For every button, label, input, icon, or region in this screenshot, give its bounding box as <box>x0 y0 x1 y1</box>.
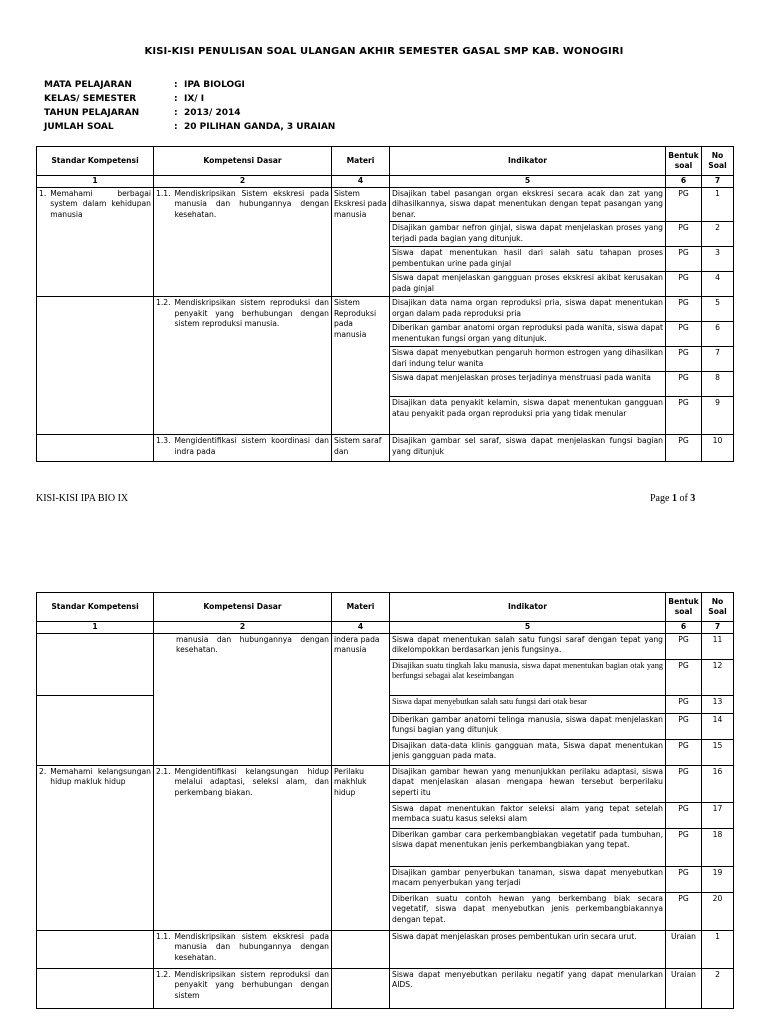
no-cell: 9 <box>702 397 734 435</box>
bentuk-cell: PG <box>666 372 702 397</box>
table-header-row <box>37 147 734 176</box>
no-cell: 4 <box>702 272 734 297</box>
column-number-row <box>37 176 734 188</box>
meta-label: KELAS/ SEMESTER <box>44 94 137 104</box>
indikator-cell: Siswa dapat menyebutkan salah satu fungsi dari otak besar <box>390 695 666 713</box>
no-cell: 15 <box>702 739 734 765</box>
sk-cell <box>37 187 154 222</box>
header-materi: Materi <box>332 147 390 176</box>
kd-text: Mengidentifikasi kelangsungan hidup melalui adaptasi, seleksi alam, dan perkembang biakan. <box>174 766 329 797</box>
column-number: 7 <box>702 622 734 634</box>
indikator-cell: Siswa dapat menjelaskan proses terjadinya menstruasi pada wanita <box>390 372 666 397</box>
header-materi: Materi <box>332 593 390 622</box>
no-cell: 2 <box>702 968 734 1008</box>
footer-page-number <box>650 493 695 504</box>
column-number: 5 <box>390 622 666 634</box>
kd-number: 1.1. <box>156 931 171 941</box>
no-cell: 6 <box>702 322 734 347</box>
sk-cell-empty <box>37 930 154 968</box>
no-cell: 12 <box>702 659 734 695</box>
table-header-row <box>37 593 734 622</box>
indikator-cell: Siswa dapat menentukan hasil dari salah satu tahapan proses pembentukan urine pada ginjal <box>390 247 666 272</box>
bentuk-cell: PG <box>666 659 702 695</box>
header-no: No Soal <box>702 147 734 176</box>
meta-row-count <box>44 120 335 134</box>
meta-colon: : <box>174 122 178 132</box>
indikator-cell: Disajikan suatu tingkah laku manusia, siswa dapat menentukan bagian otak yang berfungsi sebagai alat keseimbangan <box>390 659 666 695</box>
kd-text: Mendiskripsikan sistem reproduksi dan penyakit yang berhubungan dengan sistem <box>174 969 329 1000</box>
bentuk-cell: PG <box>666 802 702 828</box>
no-cell: 1 <box>702 930 734 968</box>
bentuk-cell: PG <box>666 713 702 739</box>
column-number-row <box>37 622 734 634</box>
kd-text: Mendiskripsikan sistem reproduksi dan penyakit yang berhubungan dengan sistem reproduksi manusia. <box>174 298 329 328</box>
meta-label: TAHUN PELAJARAN <box>44 108 140 118</box>
bentuk-cell: Uraian <box>666 968 702 1008</box>
no-cell: 5 <box>702 297 734 322</box>
no-cell: 10 <box>702 435 734 462</box>
meta-value: IPA BIOLOGI <box>184 80 245 90</box>
footer-doc-name: KISI-KISI IPA BIO IX <box>36 493 129 504</box>
indikator-cell: Disajikan data-data klinis gangguan mata, Siswa dapat menentukan jenis gangguan pada mata. <box>390 739 666 765</box>
kd-text: Mendiskripsikan sistem ekskresi pada manusia dan hubungannya dengan kesehatan. <box>174 931 329 962</box>
no-cell: 1 <box>702 187 734 222</box>
indikator-cell: Disajikan tabel pasangan organ ekskresi secara acak dan zat yang dihasilkannya, siswa dapat menentukan dengan tepat pasangan yang benar. <box>390 187 666 222</box>
table-row <box>37 968 734 1008</box>
bentuk-cell: PG <box>666 892 702 930</box>
no-cell: 3 <box>702 247 734 272</box>
sk-text: Memahami kelangsungan hidup makluk hidup <box>50 766 151 786</box>
page-current: 1 <box>671 493 677 504</box>
sk-cell-empty <box>37 297 154 435</box>
meta-colon: : <box>174 80 178 90</box>
materi-cell: Perilaku makhluk hidup <box>332 765 390 930</box>
materi-cell-empty <box>332 930 390 968</box>
bentuk-cell: PG <box>666 347 702 372</box>
kd-cell <box>154 187 332 297</box>
indikator-cell: Siswa dapat menjelaskan proses pembentukan urin secara urut. <box>390 930 666 968</box>
indikator-cell: Disajikan gambar hewan yang menunjukkan perilaku adaptasi, siswa dapat menjelaskan alasan mengapa hewan tersebut berperilaku seperti itu <box>390 765 666 802</box>
bentuk-cell: PG <box>666 866 702 892</box>
bentuk-cell: PG <box>666 765 702 802</box>
sk-cell-empty <box>37 968 154 1008</box>
column-number: 4 <box>332 176 390 188</box>
no-cell: 11 <box>702 633 734 659</box>
sk-number: 2. <box>39 766 47 776</box>
meta-label: JUMLAH SOAL <box>44 122 114 132</box>
kd-number: 1.3. <box>156 436 171 445</box>
no-cell: 14 <box>702 713 734 739</box>
bentuk-cell: PG <box>666 739 702 765</box>
sk-cell-empty <box>37 695 154 765</box>
indikator-cell: Disajikan gambar penyerbukan tanaman, siswa dapat menyebutkan macam penyerbukan yang terjadi <box>390 866 666 892</box>
meta-label: MATA PELAJARAN <box>44 80 132 90</box>
header-bentuk: Bentuk soal <box>666 147 702 176</box>
grid-table-page-2 <box>36 592 734 1009</box>
materi-cell: Sistem Ekskresi pada manusia <box>332 187 390 297</box>
column-number: 1 <box>37 176 154 188</box>
sk-cell-empty <box>37 633 154 695</box>
kd-cell <box>154 930 332 968</box>
kd-text-continued: manusia dan hubungannya dengan kesehatan. <box>176 634 329 654</box>
materi-cell: indera pada manusia <box>332 633 390 765</box>
bentuk-cell: PG <box>666 187 702 222</box>
indikator-cell: Disajikan data penyakit kelamin, siswa dapat menentukan gangguan atau penyakit pada organ reproduksi pria yang tidak menular <box>390 397 666 435</box>
no-cell: 8 <box>702 372 734 397</box>
page-total: 3 <box>690 493 696 504</box>
column-number: 6 <box>666 622 702 634</box>
column-number: 7 <box>702 176 734 188</box>
kd-cell <box>154 765 332 930</box>
kd-number: 2.1. <box>156 766 171 776</box>
bentuk-cell: PG <box>666 828 702 866</box>
indikator-cell: Siswa dapat menyebutkan perilaku negatif yang dapat menularkan AIDS. <box>390 968 666 1008</box>
header-indikator: Indikator <box>390 147 666 176</box>
sk-number: 1. <box>39 188 47 198</box>
indikator-cell: Siswa dapat menyebutkan pengaruh hormon estrogen yang dihasilkan dari indung telur wanita <box>390 347 666 372</box>
header-sk: Standar Kompetensi <box>37 593 154 622</box>
column-number: 2 <box>154 622 332 634</box>
sk-cell-empty <box>37 435 154 462</box>
table-row <box>37 930 734 968</box>
no-cell: 16 <box>702 765 734 802</box>
indikator-cell: Siswa dapat menentukan faktor seleksi alam yang tepat setelah membaca suatu kasus seleksi alam <box>390 802 666 828</box>
header-kd: Kompetensi Dasar <box>154 593 332 622</box>
indikator-cell: Diberikan suatu contoh hewan yang berkembang biak secara vegetatif, siswa dapat menyebutkan jenis perkembangbiakannya dengan tepat. <box>390 892 666 930</box>
bentuk-cell: PG <box>666 222 702 247</box>
sk-text: Memahami berbagai system dalam kehidupan manusia <box>50 188 151 219</box>
meta-row-class <box>44 92 335 106</box>
indikator-cell: Diberikan gambar cara perkembangbiakan vegetatif pada tumbuhan, siswa dapat menentukan jenis perkembangbiakan yang tepat. <box>390 828 666 866</box>
meta-row-year <box>44 106 335 120</box>
no-cell: 20 <box>702 892 734 930</box>
sk-cell-empty <box>37 222 154 247</box>
sk-cell <box>37 765 154 930</box>
materi-cell: Sistem saraf dan <box>332 435 390 462</box>
bentuk-cell: PG <box>666 397 702 435</box>
meta-value: 2013/ 2014 <box>184 108 241 118</box>
column-number: 4 <box>332 622 390 634</box>
kd-number: 1.2. <box>156 298 171 307</box>
kd-cell <box>154 297 332 435</box>
document-meta <box>44 78 335 134</box>
document-page-2 <box>0 574 768 1024</box>
kd-cell <box>154 633 332 765</box>
header-no: No Soal <box>702 593 734 622</box>
table-row <box>37 765 734 802</box>
of-word: of <box>679 493 688 504</box>
materi-cell: Sistem Reproduksi pada manusia <box>332 297 390 435</box>
grid-table-page-1 <box>36 146 734 462</box>
indikator-cell: Diberikan gambar anatomi organ reproduksi pada wanita, siswa dapat menentukan fungsi organ yang ditunjuk. <box>390 322 666 347</box>
kd-number: 1.2. <box>156 969 171 979</box>
table-row <box>37 633 734 659</box>
kd-number: 1.1. <box>156 188 171 198</box>
meta-value: IX/ I <box>184 94 205 104</box>
indikator-cell: Disajikan data nama organ reproduksi pria, siswa dapat menentukan organ dalam pada reproduksi pria <box>390 297 666 322</box>
no-cell: 7 <box>702 347 734 372</box>
table-row <box>37 435 734 462</box>
meta-row-subject <box>44 78 335 92</box>
bentuk-cell: PG <box>666 322 702 347</box>
kd-text: Mendiskripsikan Sistem ekskresi pada manusia dan hubungannya dengan kesehatan. <box>174 188 329 219</box>
bentuk-cell: PG <box>666 247 702 272</box>
column-number: 6 <box>666 176 702 188</box>
kd-cell <box>154 968 332 1008</box>
page-word: Page <box>650 493 670 504</box>
indikator-cell: Disajikan gambar nefron ginjal, siswa dapat menjelaskan proses yang terjadi pada bagian yang ditunjuk. <box>390 222 666 247</box>
sk-cell-empty <box>37 272 154 297</box>
table-row <box>37 187 734 222</box>
no-cell: 13 <box>702 695 734 713</box>
meta-colon: : <box>174 108 178 118</box>
meta-colon: : <box>174 94 178 104</box>
bentuk-cell: PG <box>666 435 702 462</box>
bentuk-cell: PG <box>666 297 702 322</box>
sk-cell-empty <box>37 247 154 272</box>
column-number: 1 <box>37 622 154 634</box>
bentuk-cell: Uraian <box>666 930 702 968</box>
kd-text: Mengidentifikasi sistem koordinasi dan indra pada <box>174 436 329 456</box>
bentuk-cell: PG <box>666 272 702 297</box>
indikator-cell: Siswa dapat menjelaskan gangguan proses ekskresi akibat kerusakan pada ginjal <box>390 272 666 297</box>
table-row <box>37 297 734 322</box>
materi-cell-empty <box>332 968 390 1008</box>
indikator-cell: Siswa dapat menentukan salah satu fungsi saraf dengan tepat yang dikelompokkan berdasarkan jenis fungsinya. <box>390 633 666 659</box>
column-number: 5 <box>390 176 666 188</box>
bentuk-cell: PG <box>666 633 702 659</box>
header-sk: Standar Kompetensi <box>37 147 154 176</box>
no-cell: 17 <box>702 802 734 828</box>
indikator-cell: Disajikan gambar sel saraf, siswa dapat menjelaskan fungsi bagian yang ditunjuk <box>390 435 666 462</box>
kd-cell <box>154 435 332 462</box>
column-number: 2 <box>154 176 332 188</box>
document-title: KISI-KISI PENULISAN SOAL ULANGAN AKHIR SEMESTER GASAL SMP KAB. WONOGIRI <box>144 46 624 57</box>
header-indikator: Indikator <box>390 593 666 622</box>
meta-value: 20 PILIHAN GANDA, 3 URAIAN <box>184 122 336 132</box>
no-cell: 2 <box>702 222 734 247</box>
no-cell: 19 <box>702 866 734 892</box>
bentuk-cell: PG <box>666 695 702 713</box>
indikator-cell: Diberikan gambar anatomi telinga manusia, siswa dapat menjelaskan fungsi bagian yang ditunjuk <box>390 713 666 739</box>
no-cell: 18 <box>702 828 734 866</box>
header-kd: Kompetensi Dasar <box>154 147 332 176</box>
header-bentuk: Bentuk soal <box>666 593 702 622</box>
